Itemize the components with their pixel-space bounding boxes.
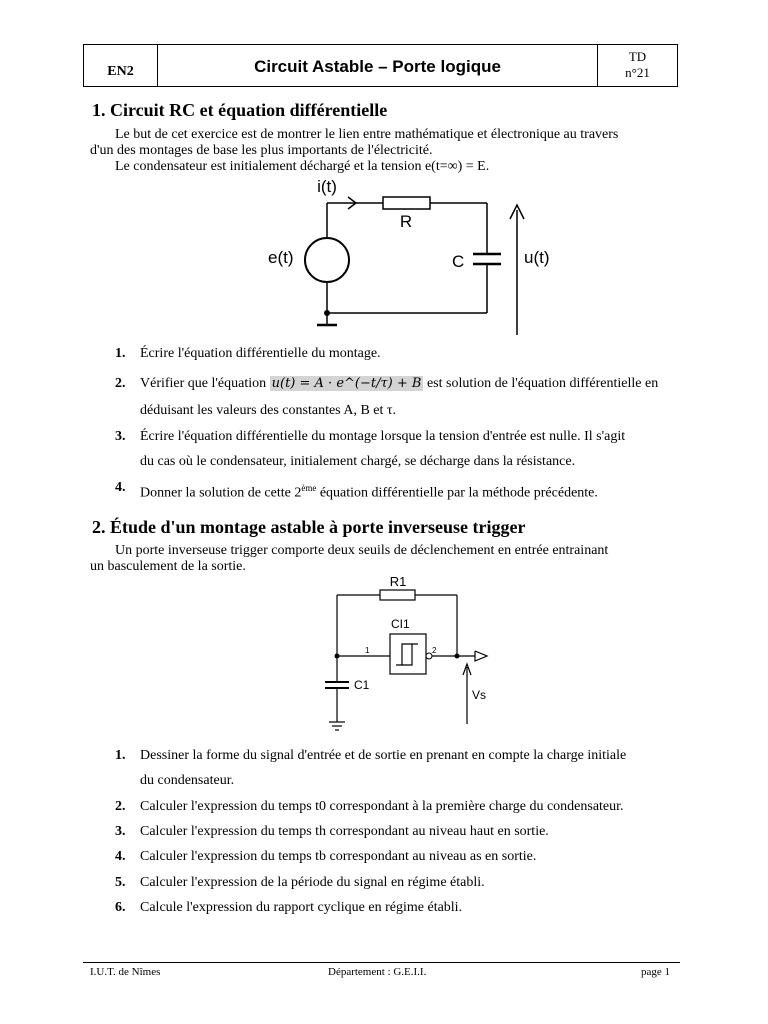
- formula-highlight: u(t) = A · e^(−t/τ) + B: [271, 376, 422, 391]
- rc-current-label: i(t): [317, 177, 337, 196]
- section2-intro-line2: un basculement de la sortie.: [90, 559, 246, 574]
- s1-question-3-line2: du cas où le condensateur, initialement chargé, se décharge dans la résistance.: [140, 454, 576, 469]
- footer-divider: [83, 962, 680, 963]
- section1-intro-line2: d'un des montages de base les plus importants de l'électricité.: [90, 143, 433, 158]
- footer-center: Département : G.E.I.I.: [328, 966, 427, 978]
- rc-resistor-label: R: [399, 212, 413, 231]
- rc-capacitor-label: C: [452, 252, 465, 271]
- section1-heading: 1. Circuit RC et équation différentielle: [92, 100, 388, 120]
- header-table: [83, 44, 678, 87]
- astable-capacitor-label: C1: [354, 678, 370, 692]
- astable-output-label: Vs: [472, 688, 487, 702]
- s2-question-1-line2: du condensateur.: [140, 773, 235, 788]
- header-td-number: n°21: [625, 65, 650, 80]
- astable-resistor-label: R1: [389, 574, 407, 589]
- header-td: [598, 49, 677, 81]
- footer-left: I.U.T. de Nîmes: [90, 966, 161, 978]
- header-td-label: TD: [628, 49, 647, 64]
- rc-voltage-label: u(t): [524, 248, 550, 267]
- footer-page: page 1: [641, 966, 671, 978]
- rc-source-label: e(t): [268, 248, 294, 267]
- header-title: Circuit Astable – Porte logique: [254, 57, 501, 76]
- header-code: EN2: [107, 64, 134, 79]
- section1-intro-line3: Le condensateur est initialement déchargé et la tension e(t=∞) = E.: [115, 159, 490, 174]
- astable-gate-label: CI1: [391, 617, 410, 631]
- rc-circuit-diagram: [260, 175, 560, 345]
- astable-circuit-diagram: [318, 572, 498, 742]
- section1-intro-line1: Le but de cet exercice est de montrer le lien entre mathématique et électronique au travers: [115, 127, 619, 142]
- section2-heading: 2. Étude d'un montage astable à porte inverseuse trigger: [92, 517, 526, 537]
- section2-intro-line1: Un porte inverseuse trigger comporte deux seuils de déclenchement en entrée entrainant: [115, 543, 609, 558]
- s1-question-2-line2: déduisant les valeurs des constantes A, B et τ.: [140, 403, 397, 418]
- astable-pin-in: 1: [365, 646, 370, 655]
- astable-pin-out: 2: [432, 646, 437, 655]
